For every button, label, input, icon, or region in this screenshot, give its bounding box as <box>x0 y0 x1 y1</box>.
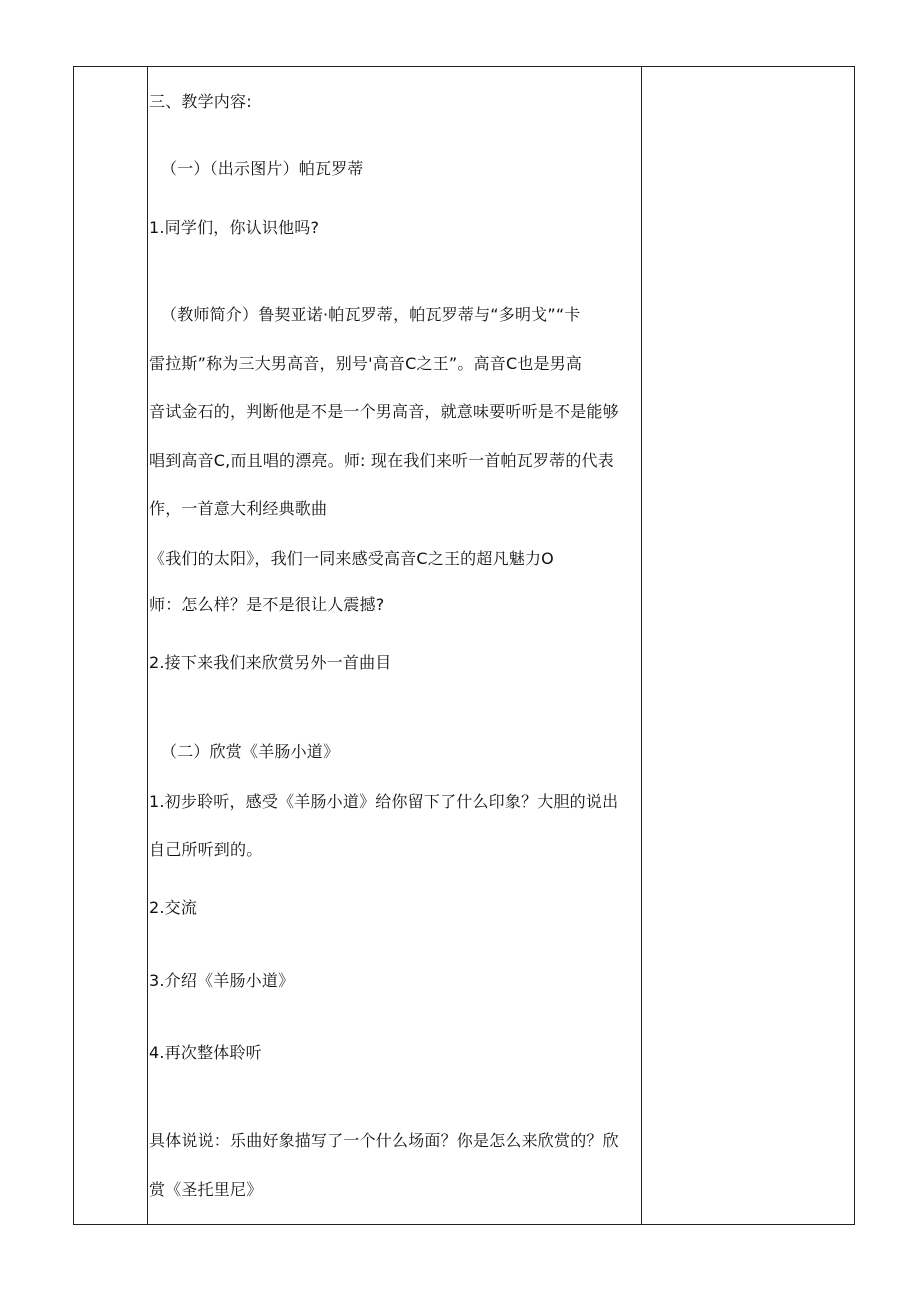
text-line: 赏《圣托里尼》 <box>149 1180 263 1199</box>
text-line: 音试金石的，判断他是不是一个男高音，就意味要听听是不是能够 <box>149 402 619 421</box>
text-line: 自己所听到的。 <box>149 840 263 859</box>
text-line: 1.初步聆听，感受《羊肠小道》给你留下了什么印象？大胆的说出 <box>149 792 619 811</box>
text-line: （教师简介）鲁契亚诺·帕瓦罗蒂，帕瓦罗蒂与“多明戈”“卡 <box>161 305 581 324</box>
text-line: 作，一首意大利经典歌曲 <box>149 499 328 518</box>
text-line: 具体说说：乐曲好象描写了一个什么场面？你是怎么来欣赏的？欣 <box>149 1131 619 1150</box>
section-heading: 三、教学内容: <box>149 92 252 111</box>
text-line: 1.同学们，你认识他吗? <box>149 218 320 237</box>
lesson-plan-table <box>73 66 855 1225</box>
text-line: 2.交流 <box>149 898 198 917</box>
text-line: 雷拉斯”称为三大男高音，别号'高音C之王”。高音C也是男高 <box>149 354 583 373</box>
text-line: 师：怎么样？是不是很让人震撼? <box>149 595 385 614</box>
subsection-heading: （二）欣赏《羊肠小道》 <box>161 742 340 761</box>
column-divider-right <box>641 67 642 1224</box>
text-line: 唱到高音C,而且唱的漂亮。师: 现在我们来听一首帕瓦罗蒂的代表 <box>149 451 614 470</box>
text-line: 《我们的太阳》，我们一同来感受高音C之王的超凡魅力O <box>149 549 554 568</box>
text-line: 3.介绍《羊肠小道》 <box>149 971 295 990</box>
text-line: 2.接下来我们来欣赏另外一首曲目 <box>149 653 392 672</box>
column-divider-left <box>147 67 148 1224</box>
teaching-content-cell <box>149 67 639 1224</box>
text-line: 4.再次整体聆听 <box>149 1043 262 1062</box>
subsection-heading: （一）（出示图片）帕瓦罗蒂 <box>161 159 364 178</box>
